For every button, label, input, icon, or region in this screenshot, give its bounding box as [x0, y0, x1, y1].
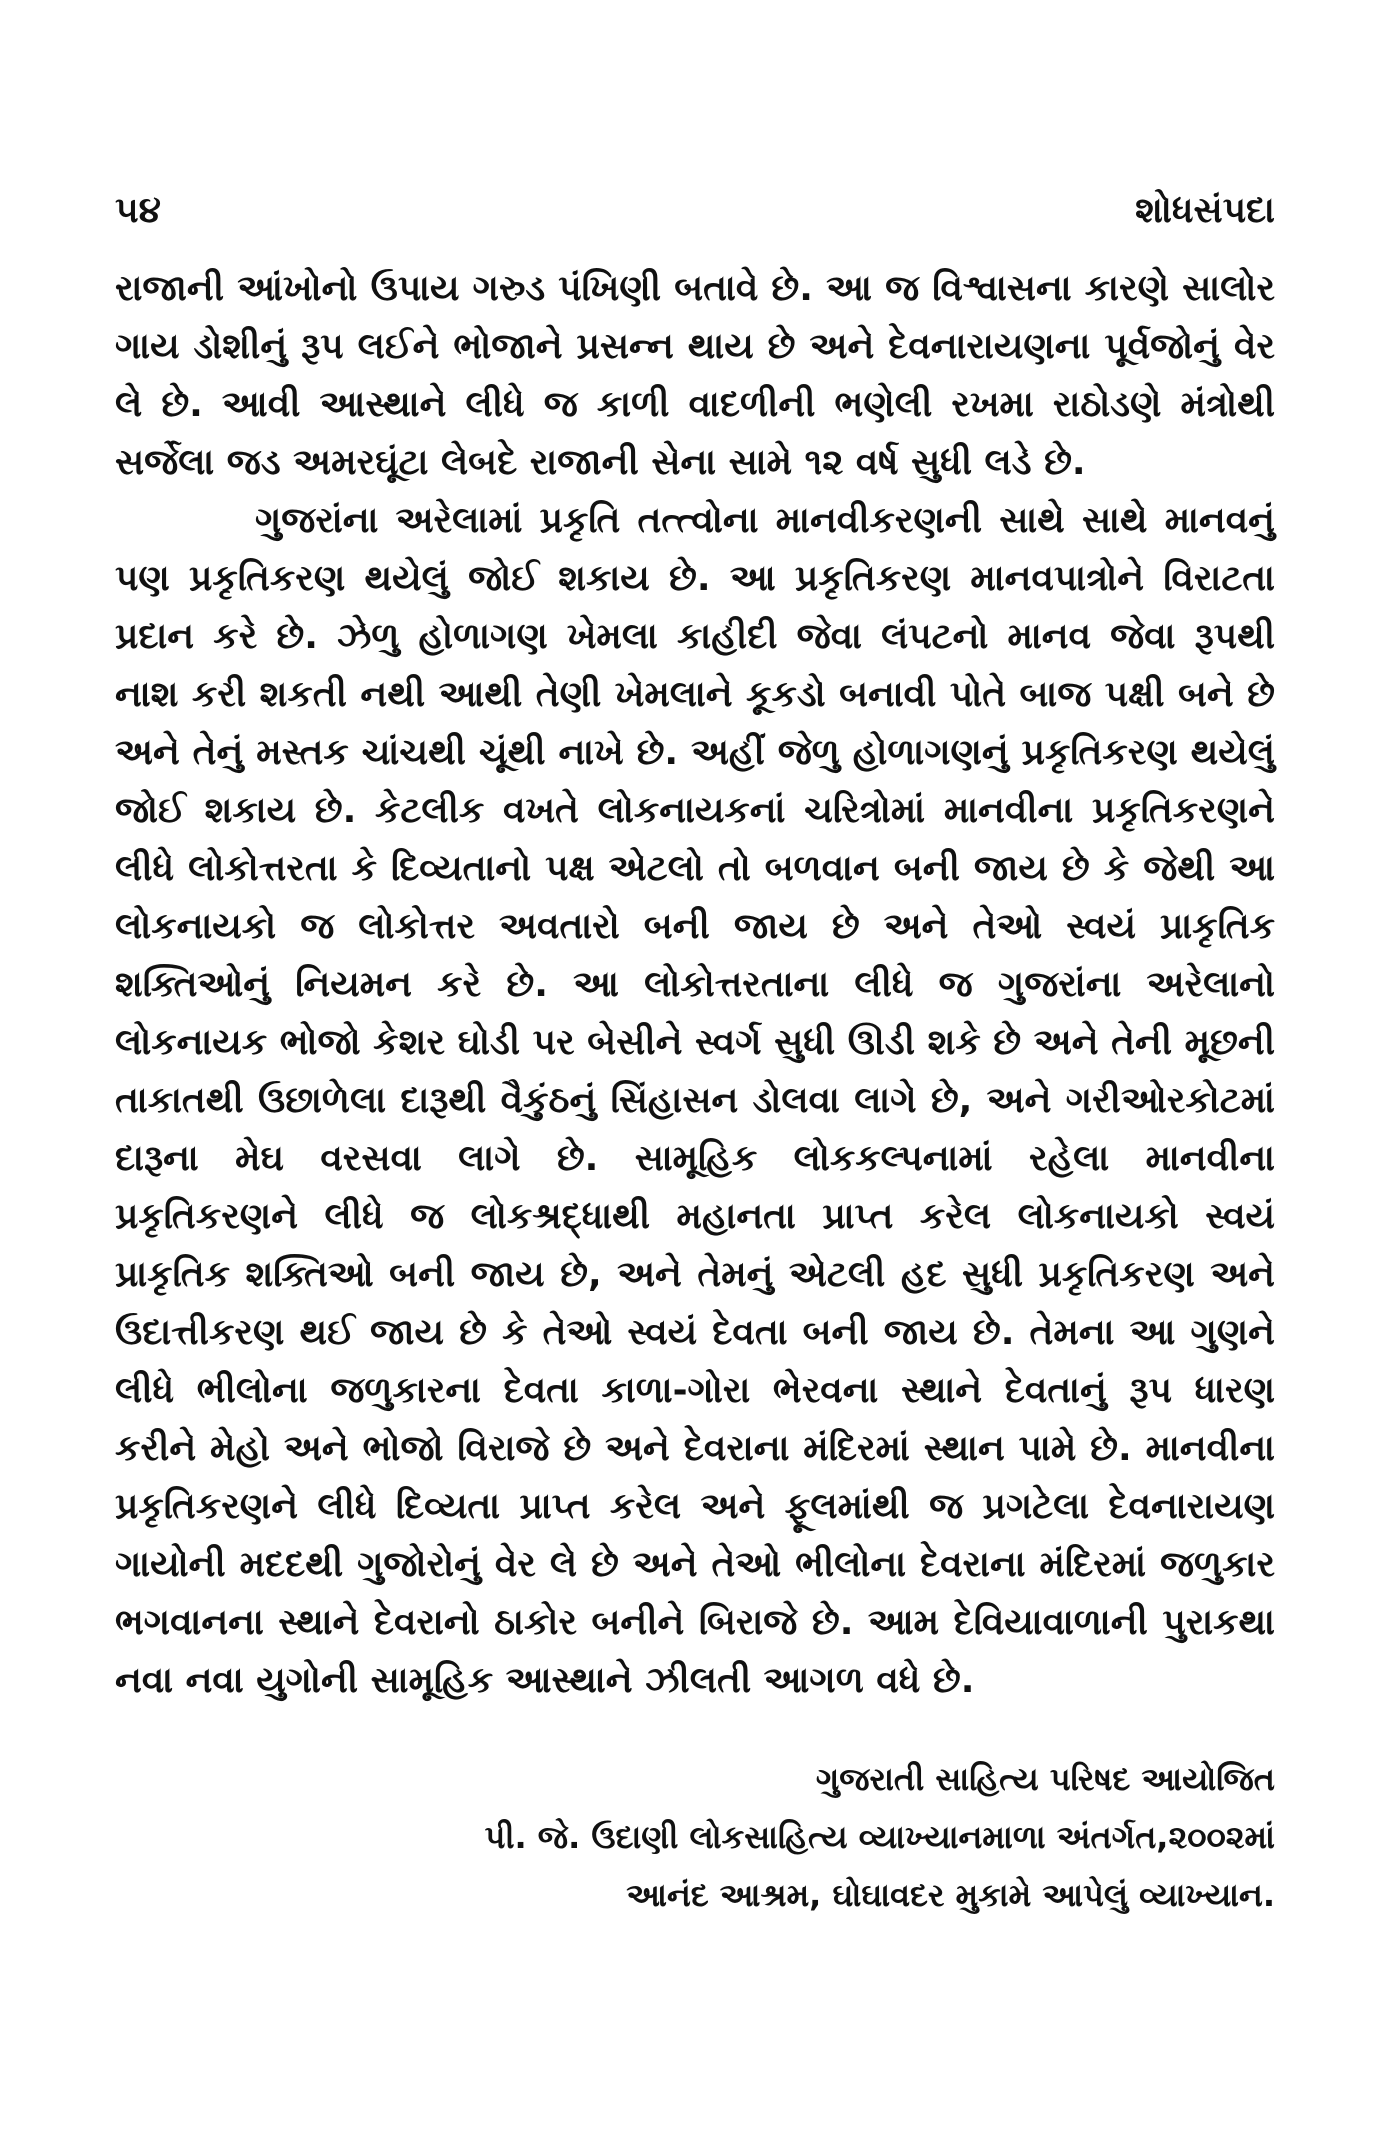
paragraph-1: રાજાની આંખોનો ઉપાય ગરુડ પંખિણી બતાવે છે. આ જ વિશ્વાસના કારણે સાલોર ગાય ડોશીનું રૂપ લઈને ભોજાને પ્રસન્ન થાય છે અને દેવનારાયણના પૂર્વજોનું વેર લે છે. આવી આસ્થાને લીધે જ કાળી વાદળીની ભણેલી રખમા રાઠોડણે મંત્રોથી સર્જેલા જડ અમરઘૂંટા લેબદે રાજાની સેના સામે ૧૨ વર્ષ સુધી લડે છે.	[115, 268, 1275, 483]
running-title: શોધસંપદા	[1135, 190, 1275, 231]
paragraph-2: ગુજરાંના અરેલામાં પ્રકૃતિ તત્ત્વોના માનવીકરણની સાથે સાથે માનવનું પણ પ્રકૃતિકરણ થયેલું જોઈ શકાય છે. આ પ્રકૃતિકરણ માનવપાત્રોને વિરાટતા પ્રદાન કરે છે. ઝેળુ હોળાગણ ખેમલા કાહીદી જેવા લંપટનો માનવ જેવા રૂપથી નાશ કરી શકતી નથી આથી તેણી ખેમલાને કૂકડો બનાવી પોતે બાજ પક્ષી બને છે અને તેનું મસ્તક ચાંચથી ચૂંથી નાખે છે. અહીં જેળુ હોળાગણનું પ્રકૃતિકરણ થયેલું જોઈ શકાય છે. કેટલીક વખતે લોકનાયકનાં ચરિત્રોમાં માનવીના પ્રકૃતિકરણને લીધે લોકોત્તરતા કે દિવ્યતાનો પક્ષ એટલો તો બળવાન બની જાય છે કે જેથી આ લોકનાયકો જ લોકોત્તર અવતારો બની જાય છે અને તેઓ સ્વયં પ્રાકૃતિક શક્તિઓનું નિયમન કરે છે. આ લોકોત્તરતાના લીધે જ ગુજરાંના અરેલાનો લોકનાયક ભોજો કેશર ઘોડી પર બેસીને સ્વર્ગ સુધી ઊડી શકે છે અને તેની મૂછની તાકાતથી ઉછાળેલા દારૂથી વૈકુંઠનું સિંહાસન ડોલવા લાગે છે, અને ગરીઓરકોટમાં દારૂના મેઘ વરસવા લાગે છે. સામૂહિક લોકકલ્પનામાં રહેલા માનવીના પ્રકૃતિકરણને લીધે જ લોકશ્રદ્ધાથી મહાનતા પ્રાપ્ત કરેલ લોકનાયકો સ્વયં પ્રાકૃતિક શક્તિઓ બની જાય છે, અને તેમનું એટલી હદ સુધી પ્રકૃતિકરણ અને ઉદાત્તીકરણ થઈ જાય છે કે તેઓ સ્વયં દેવતા બની જાય છે. તેમના આ ગુણને લીધે ભીલોના જળુકારના દેવતા કાળા-ગોરા ભેરવના સ્થાને દેવતાનું રૂપ ધારણ કરીને મેહો અને ભોજો વિરાજે છે અને દેવરાના મંદિરમાં સ્થાન પામે છે. માનવીના પ્રકૃતિકરણને લીધે દિવ્યતા પ્રાપ્ત કરેલ અને ફૂલમાંથી જ પ્રગટેલા દેવનારાયણ ગાયોની મદદથી ગુજોરોનું વેર લે છે અને તેઓ ભીલોના દેવરાના મંદિરમાં જળુકાર ભગવાનના સ્થાને દેવરાનો ઠાકોર બનીને બિરાજે છે. આમ દેવિયાવાળાની પુરાકથા નવા નવા યુગોની સામૂહિક આસ્થાને ઝીલતી આગળ વધે છે.	[115, 500, 1275, 1701]
page-number: ૫૪	[115, 190, 161, 231]
body-text	[115, 260, 1275, 1710]
credit-line-1: ગુજરાતી સાહિત્ય પરિષદ આયોજિત	[815, 1760, 1275, 1798]
credit-line-2: પી. જે. ઉદાણી લોકસાહિત્ય વ્યાખ્યાનમાળા અંતર્ગત,૨૦૦૨માં	[484, 1818, 1275, 1856]
page	[115, 190, 1275, 1924]
credit-line-3: આનંદ આશ્રમ, ઘોઘાવદર મુકામે આપેલું વ્યાખ્યાન.	[626, 1876, 1275, 1914]
lecture-credit	[115, 1750, 1275, 1924]
page-header	[115, 190, 1275, 232]
